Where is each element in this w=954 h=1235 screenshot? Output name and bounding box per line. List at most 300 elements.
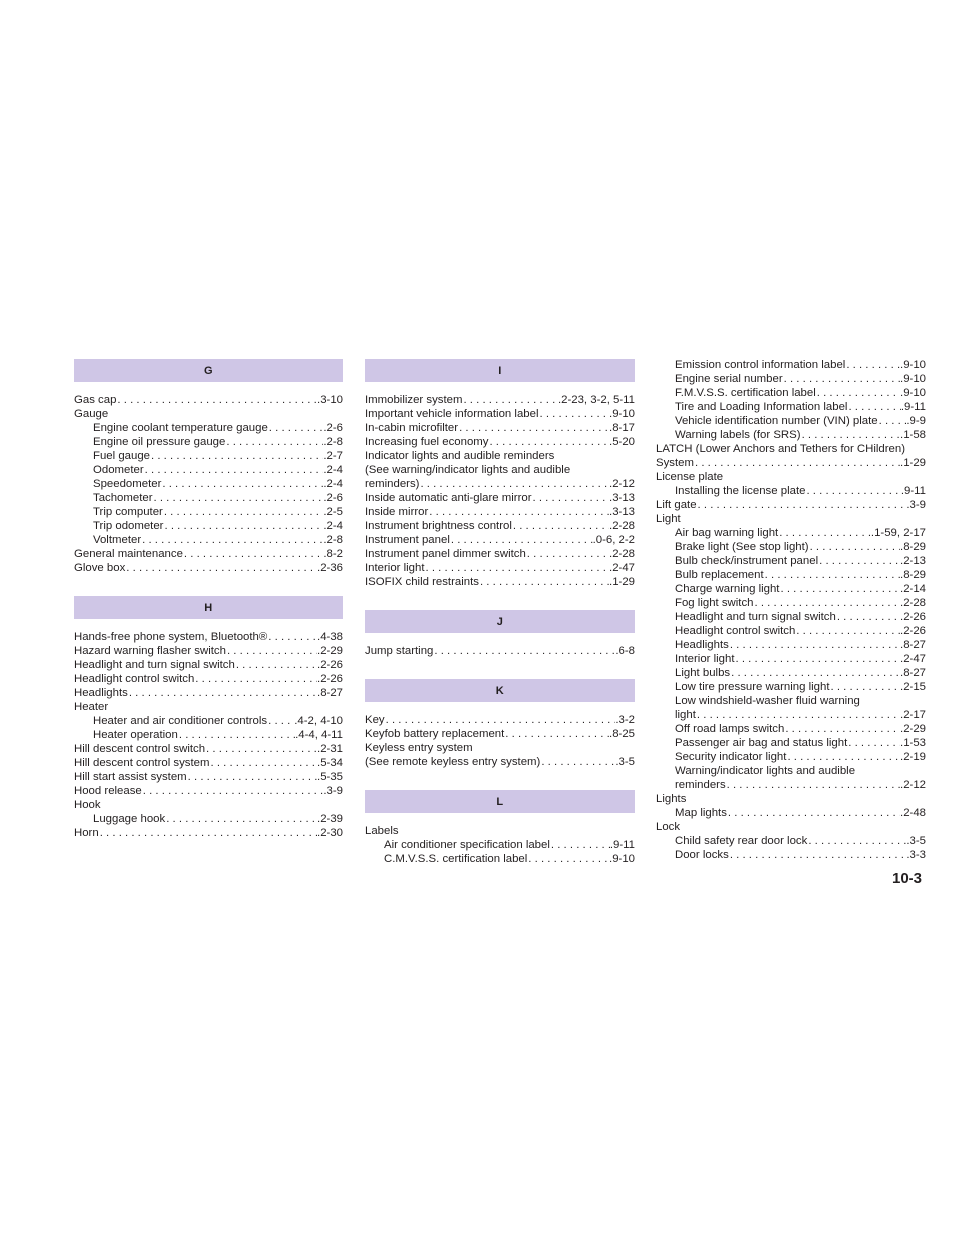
index-entry [74, 686, 343, 700]
entry-term: Odometer [93, 464, 144, 476]
entry-term: Voltmeter [93, 534, 142, 546]
index-entry [656, 498, 926, 512]
entry-page-ref: .2-12 [609, 478, 635, 490]
dot-leader [540, 755, 615, 769]
index-subheading: Low windshield-washer fluid warning [675, 695, 860, 707]
entry-page-ref: .2-26 [317, 673, 343, 685]
entry-page-ref: .4-4, 4-11 [295, 729, 343, 741]
entry-page-ref: .3-13 [609, 492, 635, 504]
index-sub-entry [656, 554, 926, 568]
dot-leader [550, 838, 610, 852]
index-entry [365, 575, 635, 589]
entry-page-ref: .2-31 [317, 743, 343, 755]
index-heading: Lock [656, 821, 681, 833]
entry-page-ref: .1-29 [900, 457, 926, 469]
dot-leader [807, 834, 906, 848]
index-sub-entry [656, 386, 926, 400]
dot-leader [726, 778, 900, 792]
dot-leader [805, 484, 900, 498]
index-sub-entry [74, 477, 343, 491]
entry-term: Important vehicle information label [365, 408, 539, 420]
section-gap [365, 769, 635, 790]
entry-page-ref: .4-38 [317, 631, 343, 643]
entry-term: Trip computer [93, 506, 163, 518]
section-header-j: J [365, 610, 635, 633]
index-entry [365, 547, 635, 561]
dot-leader [141, 533, 323, 547]
dot-leader [165, 812, 317, 826]
dot-leader [836, 610, 900, 624]
entry-term: Interior light [675, 653, 735, 665]
dot-leader [783, 372, 900, 386]
dot-leader [161, 477, 323, 491]
index-sub-entry [656, 750, 926, 764]
entry-term: Child safety rear door lock [675, 835, 808, 847]
entry-term: Engine coolant temperature gauge [93, 422, 268, 434]
dot-leader [450, 533, 593, 547]
dot-leader [116, 393, 317, 407]
index-entry [365, 533, 635, 547]
index-sub-entry [74, 812, 343, 826]
dot-leader [99, 826, 317, 840]
dot-leader [225, 435, 323, 449]
dot-leader [729, 638, 900, 652]
index-column-3 [656, 358, 926, 862]
entry-page-ref: .2-47 [609, 562, 635, 574]
index-heading: Lights [656, 793, 687, 805]
entry-term: C.M.V.S.S. certification label [384, 853, 528, 865]
index-heading: Gauge [74, 408, 109, 420]
index-subheading: Warning/indicator lights and audible [675, 765, 856, 777]
dot-leader [727, 806, 900, 820]
index-sub-entry [656, 680, 926, 694]
entry-page-ref: .8-17 [609, 422, 635, 434]
index-sub-entry [656, 540, 926, 554]
entry-term: Tachometer [93, 492, 153, 504]
dot-leader [779, 582, 900, 596]
index-heading: LATCH (Lower Anchors and Tethers for CHildren) [656, 443, 906, 455]
index-entry [74, 644, 343, 658]
index-entry [365, 491, 635, 505]
entry-page-ref: .8-29 [900, 569, 926, 581]
dot-leader [183, 547, 323, 561]
index-sub-entry [656, 484, 926, 498]
entry-page-ref: .3-9 [906, 499, 926, 511]
dot-leader [205, 742, 317, 756]
dot-leader [178, 728, 295, 742]
index-sub-entry [656, 722, 926, 736]
index-sub-entry [74, 435, 343, 449]
index-sub-entry [656, 596, 926, 610]
page-number: 10-3 [892, 870, 923, 887]
entry-page-ref: .9-9 [906, 415, 926, 427]
entry-page-ref: .8-2 [323, 548, 343, 560]
entry-term: Air bag warning light [675, 527, 779, 539]
entry-term: Trip odometer [93, 520, 164, 532]
index-sub-entry [656, 834, 926, 848]
index-sub-entry [656, 526, 926, 540]
index-sub-entry [656, 806, 926, 820]
entry-page-ref: .2-6 [323, 422, 343, 434]
entry-page-ref: .2-28 [609, 548, 635, 560]
entry-term: Hands-free phone system, Bluetooth® [74, 631, 268, 643]
entry-term: Vehicle identification number (VIN) plate [675, 415, 878, 427]
index-sub-entry [656, 638, 926, 652]
dot-leader [144, 463, 324, 477]
section-header-h: H [74, 596, 343, 619]
entry-page-ref: .2-26 [900, 625, 926, 637]
entry-page-ref: .2-15 [900, 681, 926, 693]
index-entry [74, 756, 343, 770]
dot-leader [764, 568, 900, 582]
dot-leader [226, 644, 317, 658]
dot-leader [479, 575, 609, 589]
entry-page-ref: .3-5 [615, 756, 635, 768]
entry-page-ref: .9-11 [609, 839, 635, 851]
header-spacer [365, 633, 635, 644]
entry-page-ref: .2-8 [323, 436, 343, 448]
index-sub-entry [74, 714, 343, 728]
dot-leader [729, 848, 907, 862]
header-spacer [74, 382, 343, 393]
index-sub-entry [656, 666, 926, 680]
dot-leader [163, 505, 324, 519]
entry-term: Warning labels (for SRS) [675, 429, 801, 441]
entry-page-ref: .2-8 [323, 534, 343, 546]
entry-term: Engine serial number [675, 373, 783, 385]
entry-term: Inside mirror [365, 506, 429, 518]
section-header-i: I [365, 359, 635, 382]
entry-page-ref: .4-2, 4-10 [294, 715, 343, 727]
entry-term: Bulb check/instrument panel [675, 555, 819, 567]
index-sub-entry [656, 582, 926, 596]
section-header-k: K [365, 679, 635, 702]
dot-leader [829, 680, 900, 694]
dot-leader [385, 713, 616, 727]
index-sub-entry [365, 852, 635, 866]
section-gap [74, 575, 343, 596]
index-entry [365, 713, 635, 727]
section-header-g: G [74, 359, 343, 382]
entry-term: Increasing fuel economy [365, 436, 489, 448]
section-gap [365, 658, 635, 679]
entry-page-ref: .2-48 [900, 807, 926, 819]
index-entry [74, 826, 343, 840]
index-entry [74, 561, 343, 575]
entry-term: Instrument panel dimmer switch [365, 548, 526, 560]
entry-term: Charge warning light [675, 583, 780, 595]
index-heading: License plate [656, 471, 724, 483]
entry-term: Brake light (See stop light) [675, 541, 809, 553]
index-sub-entry [74, 728, 343, 742]
dot-leader [538, 407, 609, 421]
entry-page-ref: .9-10 [900, 387, 926, 399]
index-entry [365, 561, 635, 575]
dot-leader [878, 414, 907, 428]
dot-leader [142, 784, 324, 798]
entry-page-ref: .2-4 [323, 464, 343, 476]
index-sub-entry [656, 708, 926, 722]
entry-term: Headlights [675, 639, 729, 651]
entry-term: Hood release [74, 785, 142, 797]
entry-term: Glove box [74, 562, 126, 574]
entry-page-ref: .3-2 [615, 714, 635, 726]
entry-page-ref: .9-11 [900, 485, 926, 497]
entry-page-ref: .2-6 [323, 492, 343, 504]
entry-term: Installing the license plate [675, 485, 806, 497]
dot-leader [801, 428, 900, 442]
entry-page-ref: .8-27 [900, 639, 926, 651]
dot-leader [425, 561, 610, 575]
index-heading: Labels [365, 825, 399, 837]
dot-leader [488, 435, 609, 449]
entry-page-ref: .2-26 [317, 659, 343, 671]
entry-page-ref: .8-29 [900, 541, 926, 553]
section-gap [365, 589, 635, 610]
index-entry [74, 742, 343, 756]
index-sub-entry [656, 358, 926, 372]
dot-leader [163, 519, 323, 533]
index-entry [74, 547, 343, 561]
dot-leader [778, 526, 871, 540]
entry-page-ref: .9-10 [609, 408, 635, 420]
dot-leader [512, 519, 609, 533]
entry-page-ref: .3-10 [317, 394, 343, 406]
index-entry [74, 784, 343, 798]
entry-term: Headlight control switch [675, 625, 796, 637]
entry-term: Instrument brightness control [365, 520, 512, 532]
index-sub-entry [74, 449, 343, 463]
index-entry [365, 393, 635, 407]
entry-page-ref: .8-27 [900, 667, 926, 679]
entry-term: Gas cap [74, 394, 117, 406]
index-entry [365, 519, 635, 533]
entry-term: Jump starting [365, 645, 434, 657]
index-heading: Indicator lights and audible reminders [365, 450, 555, 462]
entry-page-ref: .9-11 [900, 401, 926, 413]
index-sub-entry [74, 463, 343, 477]
entry-term: Light bulbs [675, 667, 731, 679]
dot-leader [816, 386, 900, 400]
entry-page-ref: .9-10 [609, 853, 635, 865]
entry-term: Air conditioner specification label [384, 839, 550, 851]
dot-leader [754, 596, 901, 610]
entry-page-ref: .5-35 [317, 771, 343, 783]
entry-term: Hill start assist system [74, 771, 187, 783]
entry-term: Immobilizer system [365, 394, 463, 406]
entry-page-ref: .2-4 [323, 478, 343, 490]
index-entry [74, 770, 343, 784]
entry-term: Key [365, 714, 385, 726]
entry-page-ref: .9-10 [900, 359, 926, 371]
entry-page-ref: .2-36 [317, 562, 343, 574]
index-entry [365, 755, 635, 769]
dot-leader [194, 672, 317, 686]
index-entry [365, 505, 635, 519]
entry-page-ref: .2-14 [900, 583, 926, 595]
entry-term: Engine oil pressure gauge [93, 436, 226, 448]
entry-term: Hazard warning flasher switch [74, 645, 226, 657]
entry-term: Headlight and turn signal switch [74, 659, 235, 671]
entry-page-ref: .2-13 [900, 555, 926, 567]
index-sub-entry [656, 428, 926, 442]
entry-page-ref: .2-30 [317, 827, 343, 839]
entry-page-ref: .2-23, 3-2, 5-11 [557, 394, 635, 406]
entry-term: Low tire pressure warning light [675, 681, 830, 693]
dot-leader [847, 736, 900, 750]
index-column-1 [74, 359, 343, 840]
entry-term: Horn [74, 827, 99, 839]
index-sub-entry [74, 533, 343, 547]
index-sub-entry [656, 624, 926, 638]
dot-leader [150, 449, 323, 463]
index-entry [365, 407, 635, 421]
entry-term: (See remote keyless entry system) [365, 756, 541, 768]
entry-page-ref: .5-20 [609, 436, 635, 448]
dot-leader [128, 686, 317, 700]
index-heading: (See warning/indicator lights and audible [365, 464, 571, 476]
entry-page-ref: .2-29 [900, 723, 926, 735]
entry-page-ref: .2-4 [323, 520, 343, 532]
dot-leader [235, 658, 317, 672]
entry-term: Keyfob battery replacement [365, 728, 505, 740]
dot-leader [458, 421, 609, 435]
entry-page-ref: .3-5 [906, 835, 926, 847]
dot-leader [532, 491, 610, 505]
index-entry [365, 421, 635, 435]
dot-leader [125, 561, 317, 575]
dot-leader [697, 498, 907, 512]
entry-page-ref: .2-47 [900, 653, 926, 665]
section-header-l: L [365, 790, 635, 813]
index-sub-entry [656, 400, 926, 414]
entry-page-ref: .2-39 [317, 813, 343, 825]
dot-leader [433, 644, 615, 658]
index-sub-entry [656, 568, 926, 582]
index-sub-entry [656, 848, 926, 862]
index-entry [365, 435, 635, 449]
entry-page-ref: .2-5 [323, 506, 343, 518]
entry-term: Door locks [675, 849, 729, 861]
entry-page-ref: .2-26 [900, 611, 926, 623]
entry-term: Heater and air conditioner controls [93, 715, 268, 727]
index-heading: Hook [74, 799, 101, 811]
entry-term: Speedometer [93, 478, 162, 490]
index-sub-entry [656, 778, 926, 792]
entry-term: Headlights [74, 687, 128, 699]
header-spacer [365, 702, 635, 713]
index-sub-entry [74, 505, 343, 519]
entry-term: Headlight control switch [74, 673, 195, 685]
dot-leader [153, 491, 324, 505]
entry-term: Off road lamps switch [675, 723, 785, 735]
entry-page-ref: .1-29 [609, 576, 635, 588]
entry-term: Security indicator light [675, 751, 787, 763]
index-sub-entry [656, 414, 926, 428]
index-entry [656, 456, 926, 470]
index-sub-entry [74, 421, 343, 435]
dot-leader [694, 456, 900, 470]
index-heading: Light [656, 513, 681, 525]
entry-page-ref: .2-28 [609, 520, 635, 532]
dot-leader [818, 554, 900, 568]
dot-leader [847, 400, 900, 414]
dot-leader [696, 708, 900, 722]
index-entry [365, 477, 635, 491]
index-heading: Keyless entry system [365, 742, 473, 754]
entry-page-ref: .3-13 [609, 506, 635, 518]
header-spacer [365, 382, 635, 393]
index-entry [74, 630, 343, 644]
index-sub-entry [656, 610, 926, 624]
entry-page-ref: .2-19 [900, 751, 926, 763]
entry-page-ref: .5-34 [317, 757, 343, 769]
index-entry [74, 672, 343, 686]
dot-leader [428, 505, 609, 519]
dot-leader [526, 547, 609, 561]
entry-term: Interior light [365, 562, 425, 574]
dot-leader [267, 714, 294, 728]
index-sub-entry [656, 372, 926, 386]
index-entry [74, 658, 343, 672]
entry-term: Tire and Loading Information label [675, 401, 848, 413]
index-entry [365, 727, 635, 741]
dot-leader [809, 540, 900, 554]
dot-leader [187, 770, 317, 784]
entry-page-ref: .2-28 [900, 597, 926, 609]
header-spacer [74, 619, 343, 630]
entry-term: Bulb replacement [675, 569, 764, 581]
entry-page-ref: .2-29 [317, 645, 343, 657]
entry-page-ref: .1-58 [900, 429, 926, 441]
entry-page-ref: .1-53 [900, 737, 926, 749]
entry-term: In-cabin microfilter [365, 422, 459, 434]
entry-page-ref: .9-10 [900, 373, 926, 385]
entry-page-ref: .2-7 [323, 450, 343, 462]
dot-leader [784, 722, 900, 736]
index-sub-entry [74, 491, 343, 505]
index-column-2 [365, 359, 635, 866]
dot-leader [209, 756, 317, 770]
entry-term: reminders [675, 779, 726, 791]
entry-page-ref: .8-27 [317, 687, 343, 699]
entry-term: Headlight and turn signal switch [675, 611, 836, 623]
entry-page-ref: .1-59, 2-17 [870, 527, 926, 539]
dot-leader [845, 358, 900, 372]
entry-term: General maintenance [74, 548, 183, 560]
dot-leader [504, 727, 609, 741]
dot-leader [527, 852, 609, 866]
entry-term: Fog light switch [675, 597, 754, 609]
entry-page-ref: .2-17 [900, 709, 926, 721]
entry-term: Instrument panel [365, 534, 450, 546]
entry-term: Emission control information label [675, 359, 846, 371]
index-sub-entry [656, 736, 926, 750]
index-entry [74, 393, 343, 407]
entry-term: ISOFIX child restraints [365, 576, 479, 588]
index-sub-entry [74, 519, 343, 533]
index-entry [365, 644, 635, 658]
dot-leader [268, 421, 324, 435]
index-sub-entry [656, 652, 926, 666]
dot-leader [786, 750, 900, 764]
dot-leader [462, 393, 557, 407]
dot-leader [795, 624, 900, 638]
entry-term: Hill descent control system [74, 757, 210, 769]
entry-term: light [675, 709, 696, 721]
entry-page-ref: .2-12 [900, 779, 926, 791]
entry-term: F.M.V.S.S. certification label [675, 387, 816, 399]
